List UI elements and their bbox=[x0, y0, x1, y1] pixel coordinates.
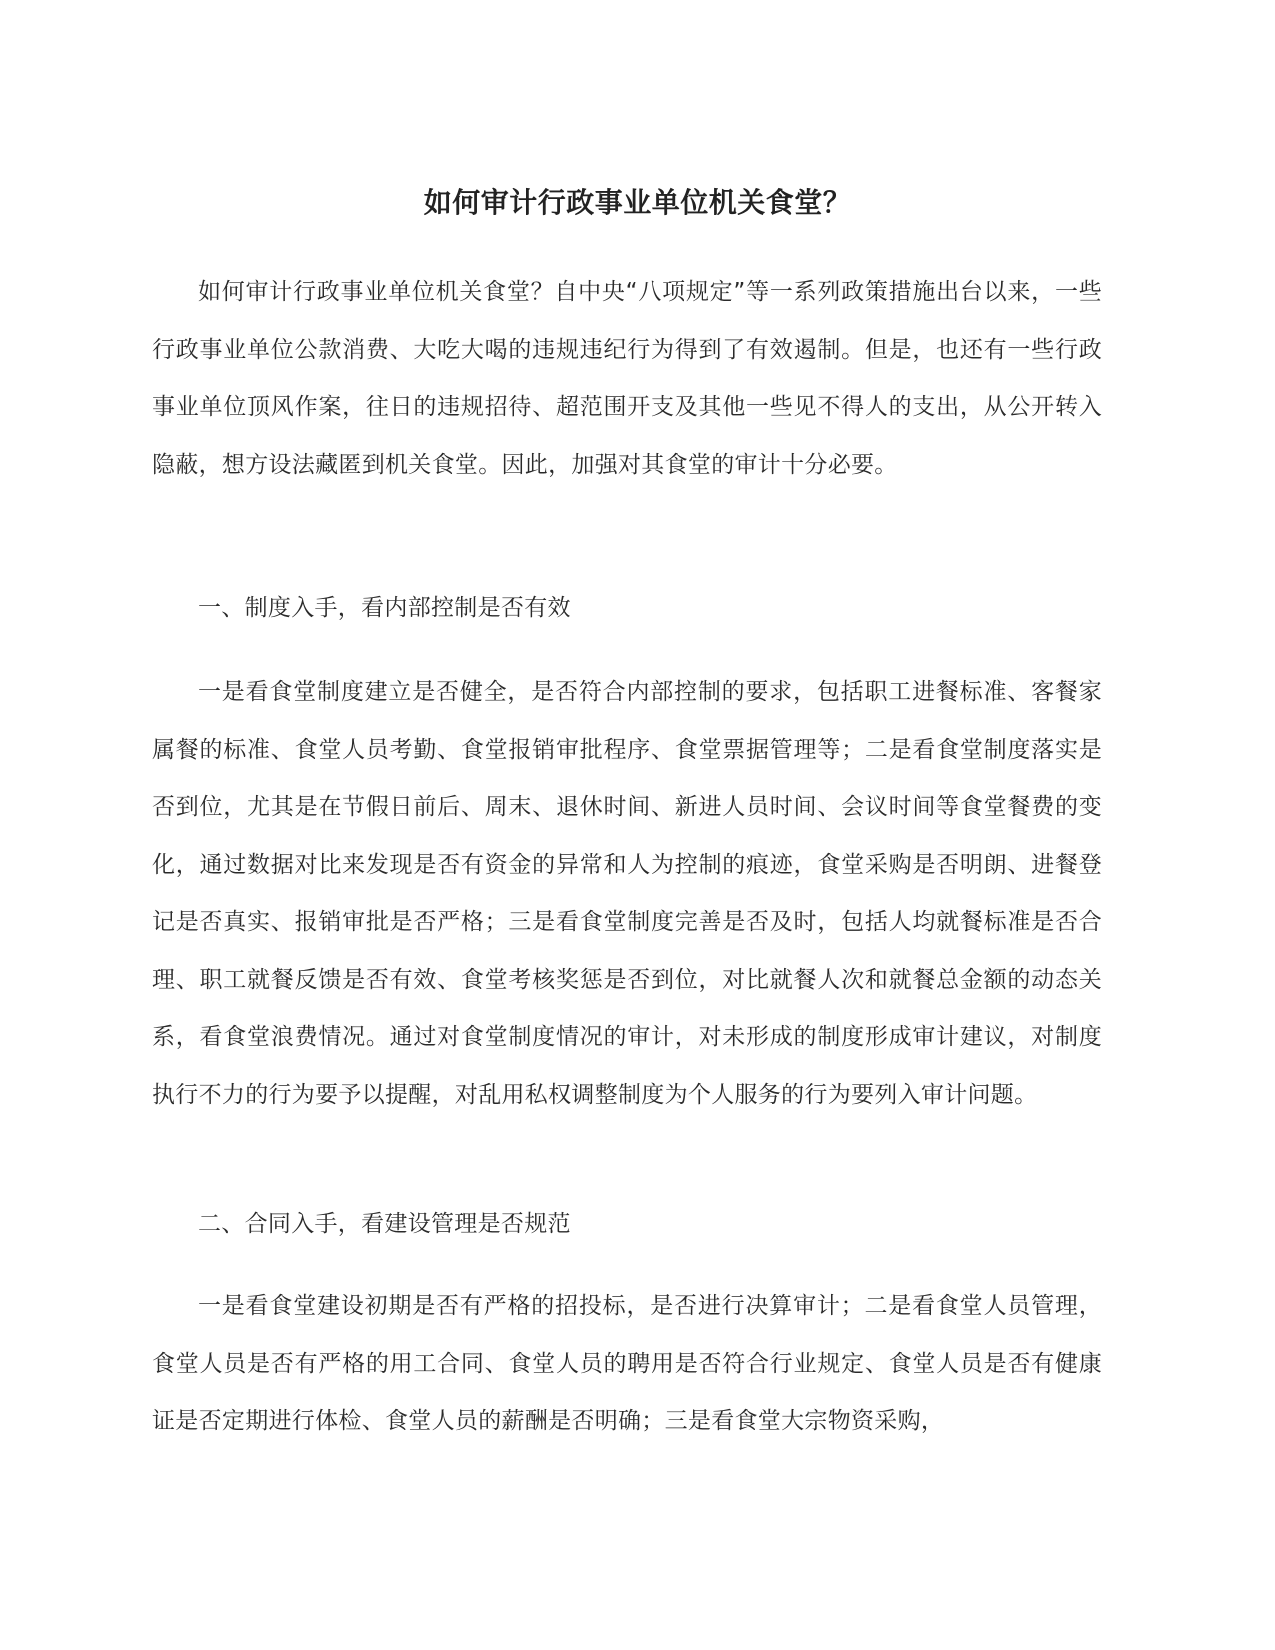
document-title: 如何审计行政事业单位机关食堂？ bbox=[423, 186, 852, 219]
intro-paragraph: 如何审计行政事业单位机关食堂？自中央“八项规定”等一系列政策措施出台以来，一些行政事业单位公款消费、大吃大喝的违规违纪行为得到了有效遏制。但是，也还有一些行政事业单位顶风作案，往日的违规招待、超范围开支及其他一些见不得人的支出，从公开转入隐蔽，想方设法藏匿到机关食堂。因此，加强对其食堂的审计十分必要。 bbox=[152, 279, 1102, 478]
section-1-paragraph: 一是看食堂制度建立是否健全，是否符合内部控制的要求，包括职工进餐标准、客餐家属餐的标准、食堂人员考勤、食堂报销审批程序、食堂票据管理等；二是看食堂制度落实是否到位，尤其是在节假日前后、周末、退休时间、新进人员时间、会议时间等食堂餐费的变化，通过数据对比来发现是否有资金的异常和人为控制的痕迹，食堂采购是否明朗、进餐登记是否真实、报销审批是否严格；三是看食堂制度完善是否及时，包括人均就餐标准是否合理、职工就餐反馈是否有效、食堂考核奖惩是否到位，对比就餐人次和就餐总金额的动态关系，看食堂浪费情况。通过对食堂制度情况的审计，对未形成的制度形成审计建议，对制度执行不力的行为要予以提醒，对乱用私权调整制度为个人服务的行为要列入审计问题。 bbox=[152, 679, 1102, 1108]
section-heading-2: 二、合同入手，看建设管理是否规范 bbox=[198, 1211, 571, 1237]
section-heading-1: 一、制度入手，看内部控制是否有效 bbox=[198, 595, 571, 621]
section-2-paragraph: 一是看食堂建设初期是否有严格的招投标，是否进行决算审计；二是看食堂人员管理，食堂人员是否有严格的用工合同、食堂人员的聘用是否符合行业规定、食堂人员是否有健康证是否定期进行体检、食堂人员的薪酬是否明确；三是看食堂大宗物资采购， bbox=[152, 1293, 1102, 1434]
